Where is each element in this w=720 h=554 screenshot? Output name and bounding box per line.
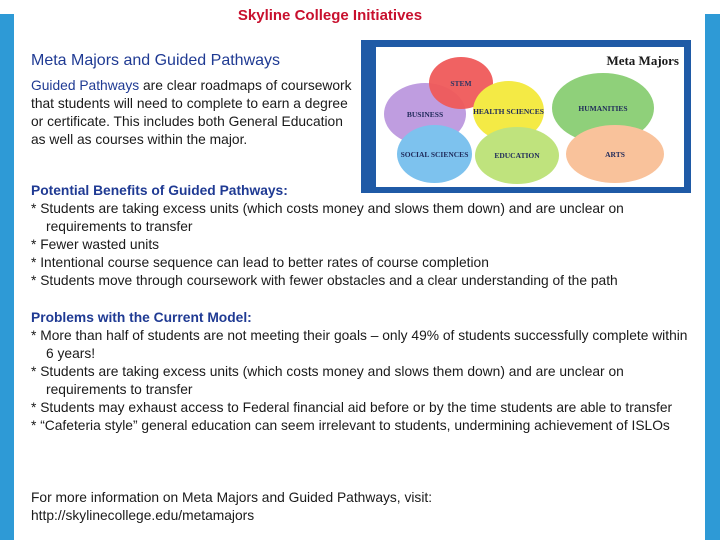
problems-section [31,309,691,435]
meta-majors-canvas [376,47,684,187]
meta-major-health-sciences: HEALTH SCIENCES [473,81,544,141]
problems-title: Problems with the Current Model: [31,310,252,325]
section-title: Meta Majors and Guided Pathways [31,52,281,69]
benefit-item: * Intentional course sequence can lead to better rates of course completion [31,255,489,270]
benefits-title: Potential Benefits of Guided Pathways: [31,183,288,198]
benefit-item: * Students are taking excess units (which costs money and slows them down) and are unclear on requirements to transfer [31,201,624,234]
meta-major-stem: STEM [429,57,493,109]
benefit-item: * Students move through coursework with fewer obstacles and a clear understanding of the path [31,273,618,288]
problem-item: * Students are taking excess units (which costs money and slows them down) and are unclear on requirements to transfer [31,364,624,397]
meta-major-business: BUSINESS [384,83,466,145]
meta-major-education: EDUCATION [475,127,559,184]
problem-item: * More than half of students are not meeting their goals – only 49% of students successfully complete within 6 years! [31,328,688,361]
intro-lead: Guided Pathways [31,78,140,93]
problem-item: * “Cafeteria style” general education can seem irrelevant to students, undermining achievement of ISLOs [31,418,670,433]
metamajors-link[interactable]: http://skylinecollege.edu/metamajors [31,508,255,523]
meta-major-social-sciences: SOCIAL SCIENCES [397,125,472,183]
more-info [31,489,691,525]
more-info-text: For more information on Meta Majors and Guided Pathways, visit: [31,490,433,505]
benefits-section [31,182,691,290]
slide-title: Skyline College Initiatives [237,7,423,24]
meta-major-arts: ARTS [566,125,664,183]
intro-paragraph [31,77,361,149]
intro-text: are clear roadmaps of coursework that students will need to complete to earn a degree or certificate. This includes both General Education as well as courses within the major. [31,78,352,147]
meta-majors-heading: Meta Majors [606,53,679,68]
problem-item: * Students may exhaust access to Federal financial aid before or by the time students are able to transfer [31,400,673,415]
meta-majors-image [361,40,691,193]
meta-major-humanities: HUMANITIES [552,73,654,143]
benefit-item: * Fewer wasted units [31,237,160,252]
